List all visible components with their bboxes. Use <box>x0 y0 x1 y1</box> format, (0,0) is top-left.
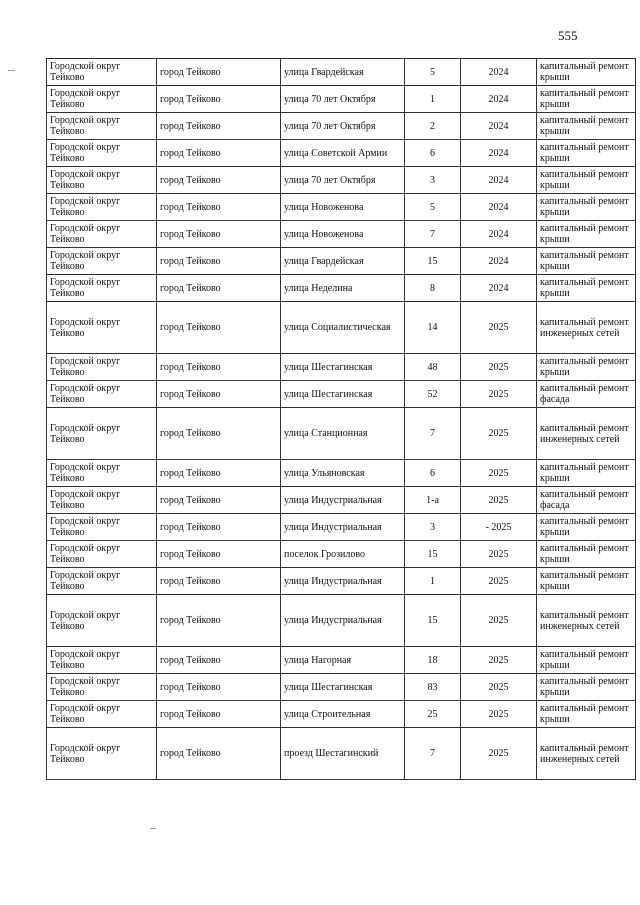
city-cell: город Тейково <box>157 302 281 354</box>
district-cell: Городской округ Тейково <box>47 221 157 248</box>
street-cell: улица Социалистическая <box>281 302 405 354</box>
house-number-cell: 1-а <box>405 487 461 514</box>
street-cell: улица Станционная <box>281 408 405 460</box>
house-number-cell: 52 <box>405 381 461 408</box>
street-cell: улица Ульяновская <box>281 460 405 487</box>
year-cell: 2025 <box>461 647 537 674</box>
district-cell: Городской округ Тейково <box>47 86 157 113</box>
district-cell: Городской округ Тейково <box>47 460 157 487</box>
table-row <box>47 302 636 354</box>
work-type-cell: капитальный ремонт крыши <box>537 701 636 728</box>
work-type-cell: капитальный ремонт инженерных сетей <box>537 302 636 354</box>
year-cell: 2025 <box>461 595 537 647</box>
house-number-cell: 8 <box>405 275 461 302</box>
year-cell: 2025 <box>461 408 537 460</box>
city-cell: город Тейково <box>157 113 281 140</box>
work-type-cell: капитальный ремонт крыши <box>537 248 636 275</box>
street-cell: улица Гвардейская <box>281 59 405 86</box>
house-number-cell: 83 <box>405 674 461 701</box>
year-cell: 2024 <box>461 275 537 302</box>
district-cell: Городской округ Тейково <box>47 568 157 595</box>
street-cell: улица Новоженова <box>281 221 405 248</box>
city-cell: город Тейково <box>157 275 281 302</box>
house-number-cell: 15 <box>405 595 461 647</box>
work-type-cell: капитальный ремонт инженерных сетей <box>537 728 636 780</box>
table-row <box>47 728 636 780</box>
year-cell: 2025 <box>461 460 537 487</box>
house-number-cell: 3 <box>405 514 461 541</box>
year-cell: 2024 <box>461 140 537 167</box>
district-cell: Городской округ Тейково <box>47 408 157 460</box>
table-row <box>47 568 636 595</box>
street-cell: улица 70 лет Октября <box>281 113 405 140</box>
district-cell: Городской округ Тейково <box>47 728 157 780</box>
district-cell: Городской округ Тейково <box>47 275 157 302</box>
street-cell: улица Советской Армии <box>281 140 405 167</box>
work-type-cell: капитальный ремонт крыши <box>537 568 636 595</box>
table-row <box>47 275 636 302</box>
house-number-cell: 48 <box>405 354 461 381</box>
work-type-cell: капитальный ремонт крыши <box>537 167 636 194</box>
table-row <box>47 487 636 514</box>
house-number-cell: 3 <box>405 167 461 194</box>
city-cell: город Тейково <box>157 248 281 275</box>
city-cell: город Тейково <box>157 381 281 408</box>
house-number-cell: 1 <box>405 86 461 113</box>
work-type-cell: капитальный ремонт крыши <box>537 113 636 140</box>
table-row <box>47 408 636 460</box>
district-cell: Городской округ Тейково <box>47 59 157 86</box>
street-cell: улица 70 лет Октября <box>281 167 405 194</box>
city-cell: город Тейково <box>157 86 281 113</box>
city-cell: город Тейково <box>157 647 281 674</box>
work-type-cell: капитальный ремонт инженерных сетей <box>537 595 636 647</box>
table-row <box>47 541 636 568</box>
house-number-cell: 15 <box>405 248 461 275</box>
district-cell: Городской округ Тейково <box>47 595 157 647</box>
table-row <box>47 167 636 194</box>
table-row <box>47 221 636 248</box>
district-cell: Городской округ Тейково <box>47 167 157 194</box>
table-row <box>47 59 636 86</box>
house-number-cell: 18 <box>405 647 461 674</box>
district-cell: Городской округ Тейково <box>47 194 157 221</box>
city-cell: город Тейково <box>157 568 281 595</box>
repair-schedule-table <box>46 58 636 780</box>
work-type-cell: капитальный ремонт крыши <box>537 194 636 221</box>
table-row <box>47 354 636 381</box>
year-cell: 2025 <box>461 541 537 568</box>
street-cell: улица Строительная <box>281 701 405 728</box>
work-type-cell: капитальный ремонт крыши <box>537 541 636 568</box>
city-cell: город Тейково <box>157 59 281 86</box>
city-cell: город Тейково <box>157 167 281 194</box>
city-cell: город Тейково <box>157 728 281 780</box>
table-row <box>47 113 636 140</box>
work-type-cell: капитальный ремонт фасада <box>537 487 636 514</box>
street-cell: улица Гвардейская <box>281 248 405 275</box>
district-cell: Городской округ Тейково <box>47 381 157 408</box>
year-cell: 2025 <box>461 302 537 354</box>
table-row <box>47 86 636 113</box>
scan-mark-bottom <box>150 828 156 829</box>
year-cell: 2024 <box>461 86 537 113</box>
house-number-cell: 6 <box>405 460 461 487</box>
work-type-cell: капитальный ремонт крыши <box>537 140 636 167</box>
street-cell: улица Индустриальная <box>281 487 405 514</box>
city-cell: город Тейково <box>157 408 281 460</box>
year-cell: 2025 <box>461 354 537 381</box>
district-cell: Городской округ Тейково <box>47 674 157 701</box>
table-row <box>47 514 636 541</box>
street-cell: улица Неделина <box>281 275 405 302</box>
table-row <box>47 248 636 275</box>
street-cell: улица 70 лет Октября <box>281 86 405 113</box>
table-row <box>47 595 636 647</box>
street-cell: улица Индустриальная <box>281 595 405 647</box>
work-type-cell: капитальный ремонт крыши <box>537 221 636 248</box>
work-type-cell: капитальный ремонт крыши <box>537 86 636 113</box>
city-cell: город Тейково <box>157 140 281 167</box>
work-type-cell: капитальный ремонт крыши <box>537 275 636 302</box>
table-row <box>47 194 636 221</box>
table-row <box>47 674 636 701</box>
work-type-cell: капитальный ремонт крыши <box>537 674 636 701</box>
table-row <box>47 381 636 408</box>
work-type-cell: капитальный ремонт крыши <box>537 354 636 381</box>
house-number-cell: 7 <box>405 221 461 248</box>
street-cell: улица Шестагинская <box>281 674 405 701</box>
city-cell: город Тейково <box>157 487 281 514</box>
year-cell: 2024 <box>461 59 537 86</box>
city-cell: город Тейково <box>157 674 281 701</box>
house-number-cell: 5 <box>405 194 461 221</box>
year-cell: 2024 <box>461 113 537 140</box>
year-cell: 2025 <box>461 674 537 701</box>
city-cell: город Тейково <box>157 460 281 487</box>
district-cell: Городской округ Тейково <box>47 354 157 381</box>
city-cell: город Тейково <box>157 221 281 248</box>
city-cell: город Тейково <box>157 541 281 568</box>
table-row <box>47 647 636 674</box>
street-cell: улица Индустриальная <box>281 514 405 541</box>
house-number-cell: 15 <box>405 541 461 568</box>
district-cell: Городской округ Тейково <box>47 140 157 167</box>
scan-mark-top <box>8 70 15 71</box>
city-cell: город Тейково <box>157 354 281 381</box>
city-cell: город Тейково <box>157 514 281 541</box>
city-cell: город Тейково <box>157 194 281 221</box>
street-cell: улица Шестагинская <box>281 381 405 408</box>
work-type-cell: капитальный ремонт крыши <box>537 647 636 674</box>
year-cell: 2025 <box>461 487 537 514</box>
page-number: 555 <box>558 28 578 43</box>
work-type-cell: капитальный ремонт крыши <box>537 59 636 86</box>
district-cell: Городской округ Тейково <box>47 302 157 354</box>
street-cell: проезд Шестагинский <box>281 728 405 780</box>
street-cell: поселок Грозилово <box>281 541 405 568</box>
table-row <box>47 701 636 728</box>
house-number-cell: 7 <box>405 408 461 460</box>
street-cell: улица Новоженова <box>281 194 405 221</box>
year-cell: 2025 <box>461 728 537 780</box>
house-number-cell: 6 <box>405 140 461 167</box>
district-cell: Городской округ Тейково <box>47 248 157 275</box>
house-number-cell: 14 <box>405 302 461 354</box>
year-cell: 2024 <box>461 194 537 221</box>
street-cell: улица Шестагинская <box>281 354 405 381</box>
table-row <box>47 140 636 167</box>
district-cell: Городской округ Тейково <box>47 514 157 541</box>
year-cell: 2025 <box>461 568 537 595</box>
work-type-cell: капитальный ремонт фасада <box>537 381 636 408</box>
city-cell: город Тейково <box>157 595 281 647</box>
house-number-cell: 7 <box>405 728 461 780</box>
district-cell: Городской округ Тейково <box>47 113 157 140</box>
year-cell: 2024 <box>461 248 537 275</box>
street-cell: улица Индустриальная <box>281 568 405 595</box>
city-cell: город Тейково <box>157 701 281 728</box>
district-cell: Городской округ Тейково <box>47 487 157 514</box>
work-type-cell: капитальный ремонт инженерных сетей <box>537 408 636 460</box>
house-number-cell: 2 <box>405 113 461 140</box>
house-number-cell: 1 <box>405 568 461 595</box>
table-row <box>47 460 636 487</box>
house-number-cell: 5 <box>405 59 461 86</box>
work-type-cell: капитальный ремонт крыши <box>537 460 636 487</box>
year-cell: 2025 <box>461 381 537 408</box>
year-cell: - 2025 <box>461 514 537 541</box>
work-type-cell: капитальный ремонт крыши <box>537 514 636 541</box>
year-cell: 2024 <box>461 167 537 194</box>
year-cell: 2025 <box>461 701 537 728</box>
table-body <box>47 59 636 780</box>
district-cell: Городской округ Тейково <box>47 647 157 674</box>
district-cell: Городской округ Тейково <box>47 701 157 728</box>
year-cell: 2024 <box>461 221 537 248</box>
district-cell: Городской округ Тейково <box>47 541 157 568</box>
street-cell: улица Нагорная <box>281 647 405 674</box>
house-number-cell: 25 <box>405 701 461 728</box>
